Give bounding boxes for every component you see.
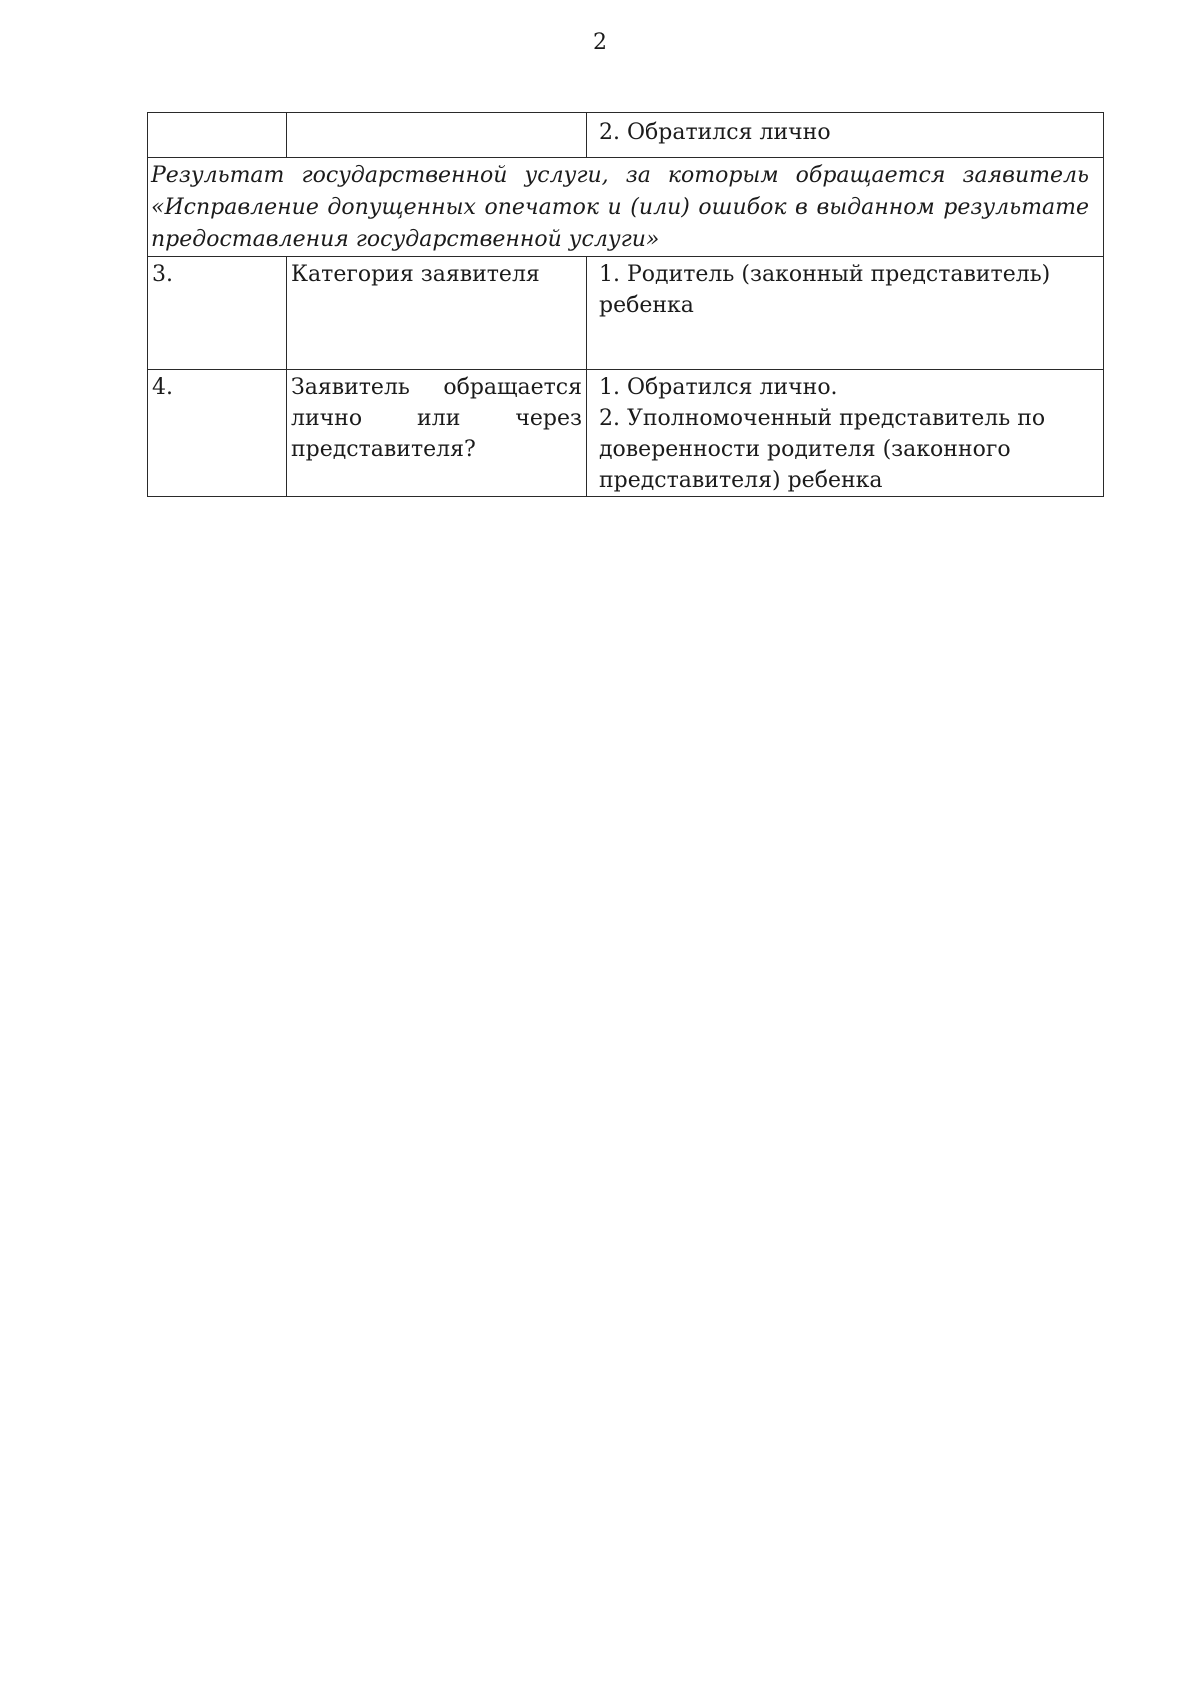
row-number-cell: 3.: [148, 257, 287, 370]
applicant-profile-table: [147, 112, 1104, 497]
answer-cell: [587, 370, 1104, 497]
parameter-cell: Категория заявителя: [287, 257, 587, 370]
table-row: [148, 113, 1104, 158]
table-row: [148, 370, 1104, 497]
parameter-cell: [287, 113, 587, 158]
row-number-cell: [148, 113, 287, 158]
section-header-row: [148, 158, 1104, 257]
answer-cell: 2. Обратился лично: [587, 113, 1104, 158]
page-number: 2: [593, 30, 607, 55]
answer-option: 1. Обратился лично.: [599, 375, 838, 400]
answer-option: 1. Родитель (законный представитель) ребенка: [599, 262, 1051, 318]
table-row: [148, 257, 1104, 370]
answer-cell: [587, 257, 1104, 370]
answer-option: 2. Уполномоченный представитель по доверенности родителя (законного представителя) ребенка: [599, 406, 1046, 493]
parameter-text: представителя?: [291, 437, 476, 462]
row-number-cell: 4.: [148, 370, 287, 497]
parameter-cell: [287, 370, 587, 497]
parameter-text: Заявитель обращается лично или через: [291, 375, 582, 431]
section-header: Результат государственной услуги, за которым обращается заявитель «Исправление допущенных опечаток и (или) ошибок в выданном результате предоставления государственной услуги»: [148, 158, 1104, 257]
